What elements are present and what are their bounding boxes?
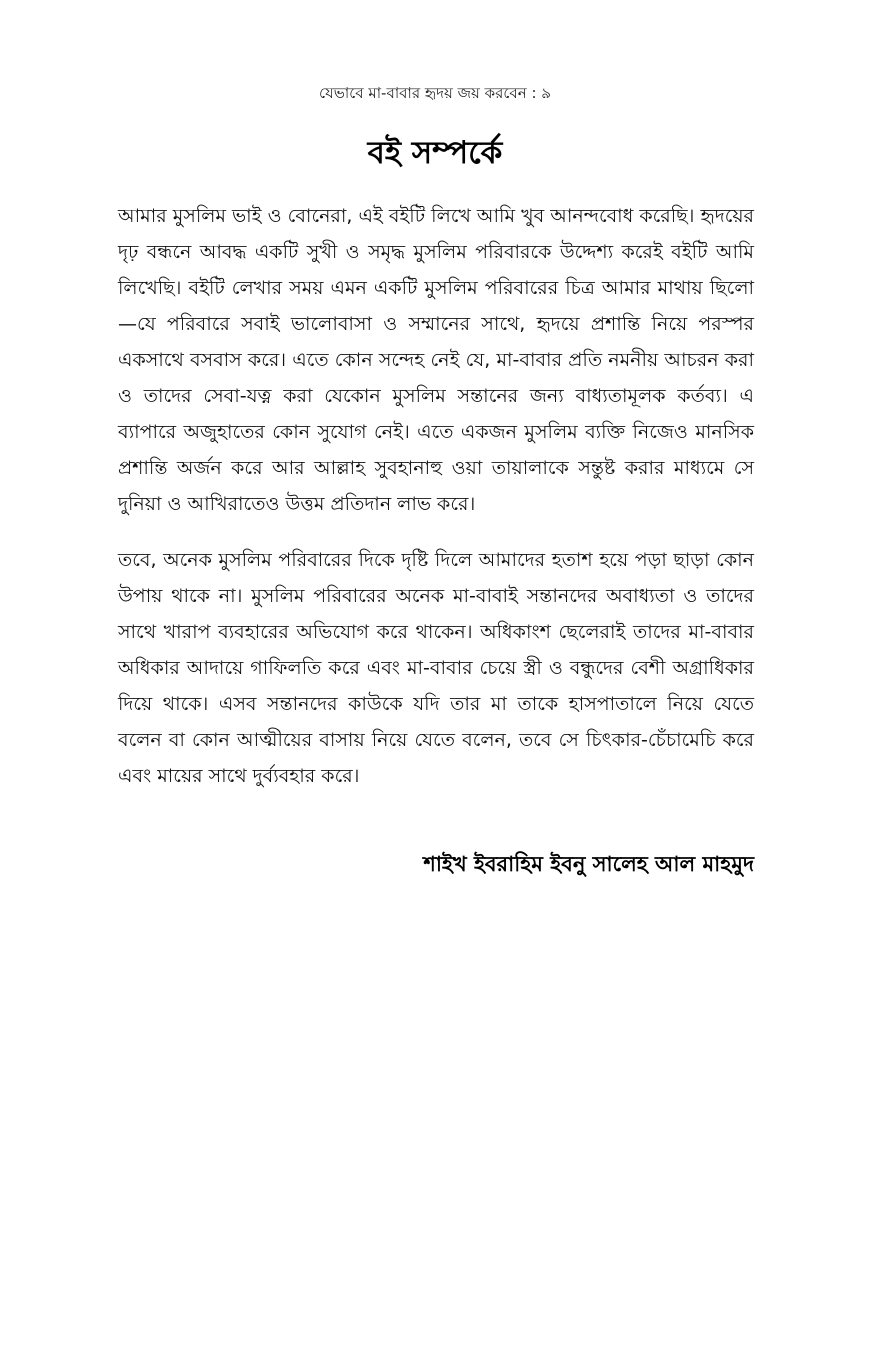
chapter-title: বই সম্পর্কে: [367, 135, 503, 171]
paragraph-2: তবে, অনেক মুসলিম পরিবারের দিকে দৃষ্টি দিলে আমাদের হতাশ হয়ে পড়া ছাড়া কোন উপায় থাকে না। মুসলিম পরিবারের অনেক মা-বাবাই সন্তানদের অবাধ্যতা ও তাদের সাথে খারাপ ব্যবহারের অভিযোগ করে থাকেন। অধিকাংশ ছেলেরাই তাদের মা-বাবার অধিকার আদায়ে গাফিলতি করে এবং মা-বাবার চেয়ে স্ত্রী ও বন্ধুদের বেশী অগ্রাধিকার দিয়ে থাকে। এসব সন্তানদের কাউকে যদি তার মা তাকে হাসপাতালে নিয়ে যেতে বলেন বা কোন আত্মীয়ের বাসায় নিয়ে যেতে বলেন, তবে সে চিৎকার-চেঁচামেচি করে এবং মায়ের সাথে দুর্ব্যবহার করে।: [118, 549, 754, 787]
running-header: যেভাবে মা-বাবার হৃদয় জয় করবেন : ৯: [318, 84, 552, 102]
paragraph-1: আমার মুসলিম ভাই ও বোনেরা, এই বইটি লিখে আমি খুব আনন্দবোধ করেছি। হৃদয়ের দৃঢ় বন্ধনে আবদ্ধ একটি সুখী ও সমৃদ্ধ মুসলিম পরিবারকে উদ্দেশ্য করেই বইটি আমি লিখেছি। বইটি লেখার সময় এমন একটি মুসলিম পরিবারের চিত্র আমার মাথায় ছিলো—যে পরিবারে সবাই ভালোবাসা ও সম্মানের সাথে, হৃদয়ে প্রশান্তি নিয়ে পরস্পর একসাথে বসবাস করে। এতে কোন সন্দেহ নেই যে, মা-বাবার প্রতি নমনীয় আচরন করা ও তাদের সেবা-যত্ন করা যেকোন মুসলিম সন্তানের জন্য বাধ্যতামূলক কর্তব্য। এ ব্যাপারে অজুহাতের কোন সুযোগ নেই। এতে একজন মুসলিম ব্যক্তি নিজেও মানসিক প্রশান্তি অর্জন করে আর আল্লাহ সুবহানাহু ওয়া তায়ালাকে সন্তুষ্ট করার মাধ্যমে সে দুনিয়া ও আখিরাতেও উত্তম প্রতিদান লাভ করে।: [118, 205, 754, 515]
author-signature: শাইখ ইবরাহিম ইবনু সালেহ আল মাহমুদ: [423, 852, 754, 876]
body-text: [118, 198, 754, 794]
